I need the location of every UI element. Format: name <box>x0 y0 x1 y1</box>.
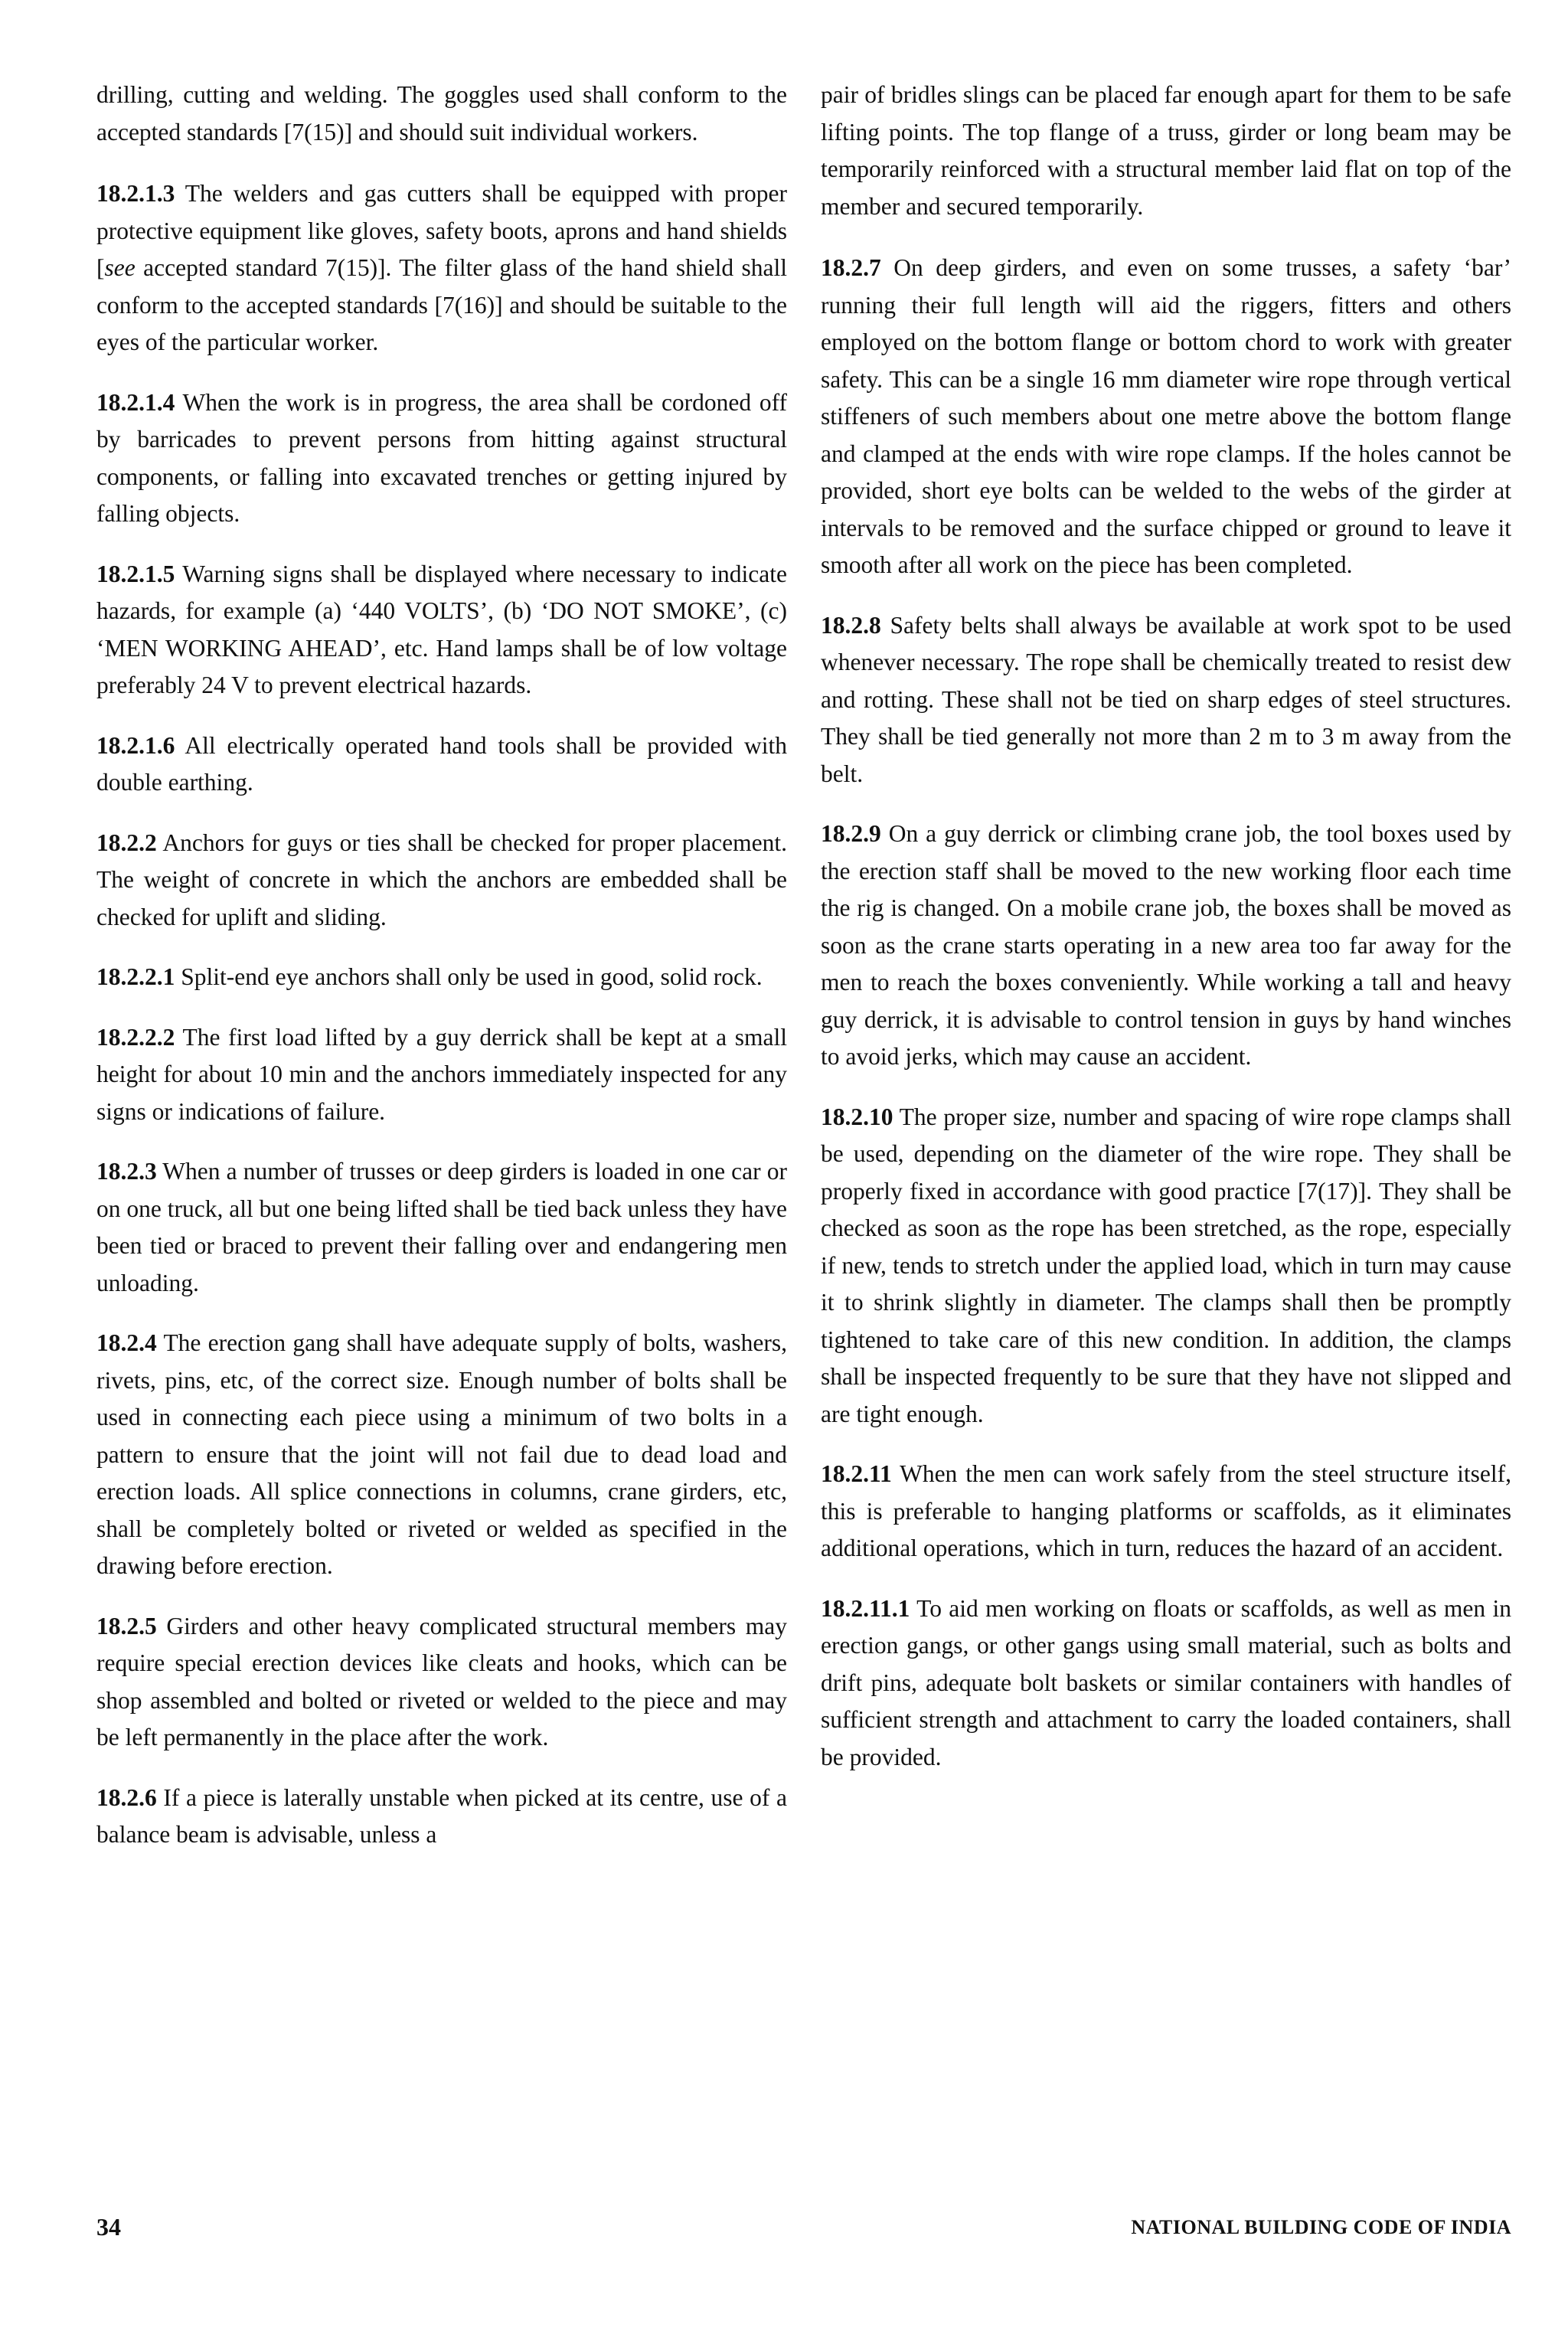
clause-text: Anchors for guys or ties shall be checked for proper placement. The weight of concrete in which the anchors are embedded shall be checked for uplift and sliding. <box>96 829 788 930</box>
clause-18-2-1-5 <box>96 556 787 704</box>
clause-number: 18.2.4 <box>96 1329 157 1356</box>
clause-number: 18.2.11.1 <box>821 1594 910 1622</box>
clause-number: 18.2.2.1 <box>96 963 175 990</box>
clause-18-2-11-1 <box>821 1590 1511 1777</box>
clause-18-2-9 <box>821 816 1511 1076</box>
clause-18-2-1-6 <box>96 727 787 802</box>
clause-text: The first load lifted by a guy derrick shall be kept at a small height for about 10 min and the anchors immediately inspected for any signs or indications of failure. <box>96 1023 787 1125</box>
clause-text: If a piece is laterally unstable when picked at its centre, use of a balance beam is advisable, unless a <box>96 1783 787 1848</box>
clause-number: 18.2.1.5 <box>96 560 175 587</box>
paragraph-continuation: drilling, cutting and welding. The goggles used shall conform to the accepted standards [7(15)] and should suit individual workers. <box>96 81 787 145</box>
clause-number: 18.2.1.4 <box>96 388 175 416</box>
page-footer <box>96 2213 1511 2247</box>
page-number: 34 <box>96 2213 121 2241</box>
clause-number: 18.2.9 <box>821 820 881 847</box>
clause-18-2-3 <box>96 1153 787 1302</box>
clause-18-2-10 <box>821 1099 1511 1433</box>
clause-text: Safety belts shall always be available at work spot to be used whenever necessary. The rope shall be chemically treated to resist dew and rotting. These shall not be tied on sharp edges of steel structures. They shall be tied generally not more than 2 m to 3 m away from the belt. <box>821 611 1512 787</box>
clause-text: Warning signs shall be displayed where necessary to indicate hazards, for example (a) ‘440 VOLTS’, (b) ‘DO NOT SMOKE’, (c) ‘MEN WORKING AHEAD’, etc. Hand lamps shall be of low voltage preferably 24 V to prevent electrical hazards. <box>96 560 787 698</box>
clause-text: The erection gang shall have adequate supply of bolts, washers, rivets, pins, etc, of the correct size. Enough number of bolts shall be used in connecting each piece using a minimum of two bolts in a pattern to ensure that the joint will not fail due to dead load and erection loads. All splice connections in columns, crane girders, etc, shall be completely bolted or riveted or welded as specified in the drawing before erection. <box>96 1329 787 1579</box>
clause-text: Split-end eye anchors shall only be used in good, solid rock. <box>181 963 763 990</box>
footer-title: NATIONAL BUILDING CODE OF INDIA <box>1131 2216 1511 2238</box>
clause-text: When the work is in progress, the area shall be cordoned off by barricades to prevent persons from hitting against structural components, or falling into excavated trenches or getting injured by falling objects. <box>96 388 787 527</box>
clause-18-2-6 <box>96 1780 787 1854</box>
clause-text: All electrically operated hand tools shall be provided with double earthing. <box>96 731 787 796</box>
clause-18-2-2-2 <box>96 1019 787 1131</box>
clause-text: The proper size, number and spacing of wire rope clamps shall be used, depending on the diameter of the wire rope. They shall be properly fixed in accordance with good practice [7(17)]. They shall be checked as soon as the rope has been stretched, as the rope, especially if new, tends to stretch under the applied load, which in turn may cause it to shrink slightly in diameter. The clamps shall then be promptly tightened to take care of this new condition. In addition, the clamps shall be inspected frequently to be sure that they have not slipped and are tight enough. <box>821 1103 1511 1427</box>
clause-18-2-1-3 <box>96 175 787 361</box>
right-column <box>821 77 1511 1799</box>
clause-18-2-2-1 <box>96 959 787 996</box>
clause-text: On deep girders, and even on some trusses, a safety ‘bar’ running their full length will aid the riggers, fitters and others employed on the bottom flange or bottom chord to work with greater safety. This can be a single 16 mm diameter wire rope through vertical stiffeners of such members about one metre above the bottom flange and clamped at the ends with wire rope clamps. If the holes cannot be provided, short eye bolts can be welded to the webs of the girder at intervals to be removed and the surface chipped or ground to leave it smooth after all work on the piece has been completed. <box>821 254 1511 578</box>
clause-number: 18.2.2.2 <box>96 1023 175 1051</box>
clause-18-2-1-4 <box>96 384 787 533</box>
clause-number: 18.2.3 <box>96 1158 157 1185</box>
clause-text: To aid men working on floats or scaffolds, as well as men in erection gangs, or other gangs using small material, such as bolts and drift pins, adequate bolt baskets or similar containers with handles of sufficient strength and attachment to carry the loaded containers, shall be provided. <box>821 1594 1511 1770</box>
clause-18-2-4 <box>96 1325 787 1585</box>
clause-text-continued: accepted standard 7(15)]. The filter glass of the hand shield shall conform to the accepted standards [7(16)] and should be suitable to the eyes of the particular worker. <box>96 254 787 355</box>
clause-text: When the men can work safely from the steel structure itself, this is preferable to hanging platforms or scaffolds, as it eliminates additional operations, which in turn, reduces the hazard of an accident. <box>821 1460 1512 1561</box>
clause-number: 18.2.2 <box>96 829 157 856</box>
clause-text-italic: see <box>104 254 136 281</box>
paragraph-continuation: pair of bridles slings can be placed far enough apart for them to be safe lifting points. The top flange of a truss, girder or long beam may be temporarily reinforced with a structural member laid flat on top of the member and secured temporarily. <box>821 81 1511 220</box>
clause-number: 18.2.6 <box>96 1783 157 1811</box>
clause-18-2-5 <box>96 1608 787 1757</box>
clause-number: 18.2.11 <box>821 1460 892 1487</box>
clause-number: 18.2.1.6 <box>96 731 175 759</box>
clause-text: When a number of trusses or deep girders is loaded in one car or on one truck, all but one being lifted shall be tied back unless they have been tied or braced to prevent their falling over and endangering men unloading. <box>96 1158 787 1296</box>
clause-18-2-2 <box>96 825 787 937</box>
clause-text: Girders and other heavy complicated structural members may require special erection devices like cleats and hooks, which can be shop assembled and bolted or riveted or welded to the piece and may be left permanently in the place after the work. <box>96 1612 787 1750</box>
left-column <box>96 77 787 1877</box>
clause-18-2-11 <box>821 1456 1511 1567</box>
clause-number: 18.2.1.3 <box>96 180 175 207</box>
clause-number: 18.2.7 <box>821 254 881 281</box>
clause-18-2-7 <box>821 250 1511 584</box>
clause-number: 18.2.5 <box>96 1612 157 1639</box>
clause-number: 18.2.8 <box>821 611 881 639</box>
clause-text: The welders and gas cutters shall be equipped with proper protective equipment like gloves, safety boots, aprons and hand shields [ <box>96 180 787 281</box>
clause-18-2-8 <box>821 607 1511 793</box>
clause-text: On a guy derrick or climbing crane job, the tool boxes used by the erection staff shall be moved to the new working floor each time the rig is changed. On a mobile crane job, the boxes shall be moved as soon as the crane starts operating in a new area too far away for the men to reach the boxes conveniently. While working a tall and heavy guy derrick, it is advisable to control tension in guys by hand winches to avoid jerks, which may cause an accident. <box>821 820 1511 1070</box>
clause-number: 18.2.10 <box>821 1103 893 1130</box>
